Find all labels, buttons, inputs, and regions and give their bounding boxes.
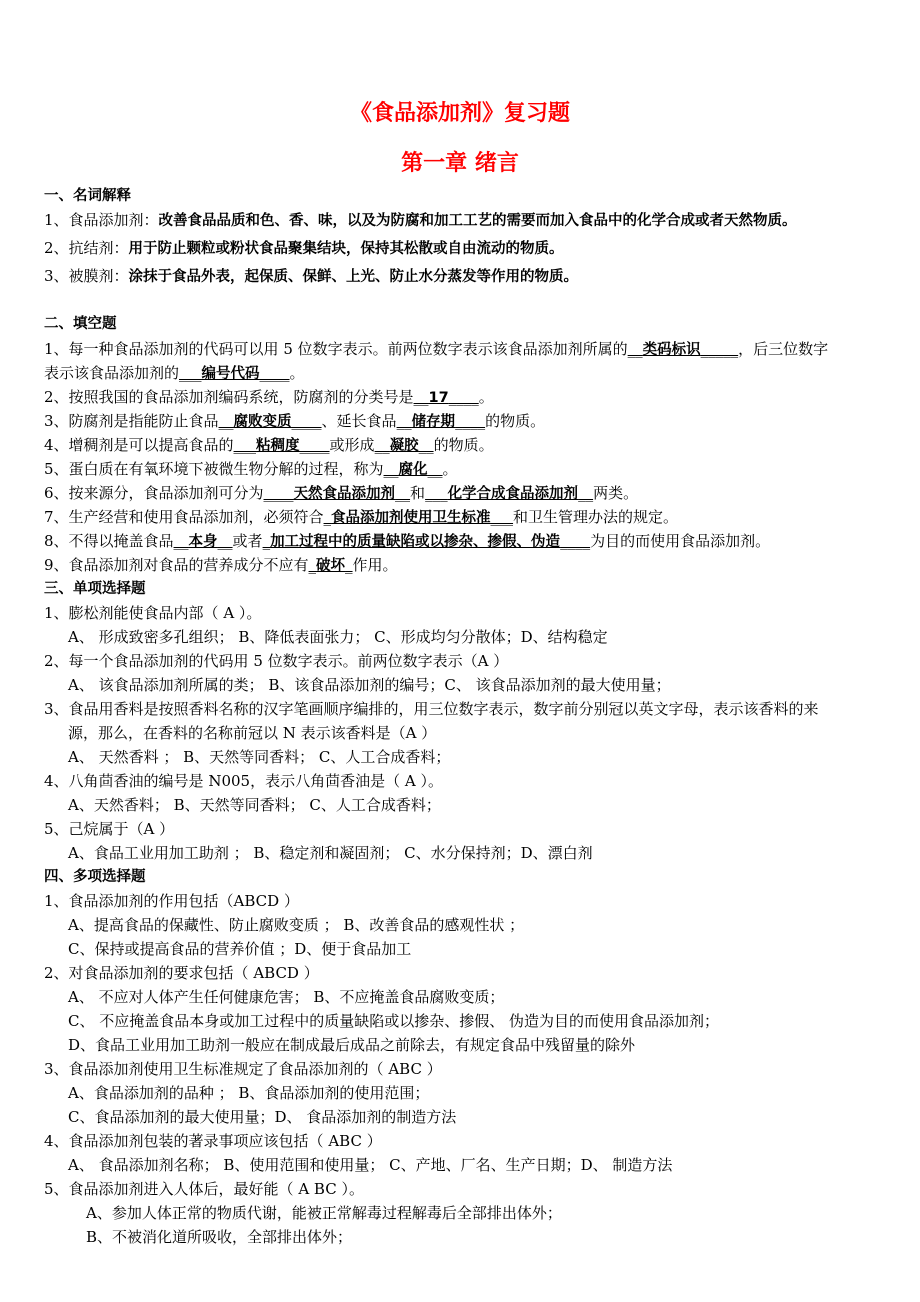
fill-question-5: 5、蛋白质在有氧环境下被微生物分解的过程，称为__腐化__。 [44,460,458,478]
option-line: A、 不应对人体产生任何健康危害； B、不应掩盖食品腐败变质； [68,988,505,1006]
fill-question-4: 4、增稠剂是可以提高食品的___粘稠度____或形成__凝胶__的物质。 [44,436,494,454]
section-heading-fill-blanks: 二、填空题 [44,316,117,332]
fill-question-3: 3、防腐剂是指能防止食品__腐败变质____、延长食品__储存期____的物质。 [44,412,546,430]
option-line: C、食品添加剂的最大使用量；D、 食品添加剂的制造方法 [68,1108,457,1126]
option-line: C、 不应掩盖食品本身或加工过程中的质量缺陷或以掺杂、掺假、 伪造为目的而使用食品添加剂； [68,1012,720,1030]
answer: 化学合成食品添加剂 [447,486,579,502]
section-heading-definitions: 一、名词解释 [44,188,131,204]
option-line: A、食品添加剂的品种 ； B、食品添加剂的使用范围； [68,1084,430,1102]
fill-question-1-cont: 表示该食品添加剂的___编号代码____。 [44,364,305,382]
fill-question-8: 8、不得以掩盖食品__本身__或者_加工过程中的质量缺陷或以掺杂、掺假、伪造____为目的而使用食品添加剂。 [44,532,771,550]
question-line: 5、己烷属于（A ） [44,820,175,838]
answer: 17 [428,390,449,406]
chapter-title: 第一章 绪言 [401,151,519,176]
option-line: A、提高食品的保藏性、防止腐败变质 ； B、改善食品的感观性状 ； [68,916,525,934]
question-line: 1、食品添加剂的作用包括（ABCD ） [44,892,299,910]
question-line: 4、食品添加剂包装的著录事项应该包括（ ABC ） [44,1132,382,1150]
question-line: 2、每一个食品添加剂的代码用 5 位数字表示。前两位数字表示（A ） [44,652,509,670]
definition-text: 改善食品品质和色、香、味，以及为防腐和加工工艺的需要而加入食品中的化学合成或者天然物质。 [158,213,797,229]
section-heading-multiple-choice: 四、多项选择题 [44,869,146,885]
definition-text: 用于防止颗粒或粉状食品聚集结块，保持其松散或自由流动的物质。 [128,241,564,257]
definition-term: 2、抗结剂： [44,239,129,257]
fill-question-7: 7、生产经营和使用食品添加剂，必须符合_食品添加剂使用卫生标准___和卫生管理办法的规定。 [44,508,679,526]
question-line: 3、食品用香料是按照香料名称的汉字笔画顺序编排的，用三位数字表示，数字前分别冠以英文字母，表示该香料的来 [44,700,819,718]
section-heading-single-choice: 三、单项选择题 [44,581,146,597]
definition-item [44,266,578,287]
option-line: D、食品工业用加工助剂一般应在制成最后成品之前除去，有规定食品中残留量的除外 [68,1036,636,1054]
answer: 储存期 [411,414,456,430]
fill-question-6: 6、按来源分，食品添加剂可分为____天然食品添加剂__和___化学合成食品添加剂__两类。 [44,484,639,502]
fill-question-9: 9、食品添加剂对食品的营养成分不应有_破坏_作用。 [44,556,398,574]
answer: 腐败变质 [233,414,292,430]
question-line: 3、食品添加剂使用卫生标准规定了食品添加剂的（ ABC ） [44,1060,442,1078]
option-line: A、 食品添加剂名称； B、使用范围和使用量； C、产地、厂名、生产日期；D、 制造方法 [68,1156,673,1174]
answer: 天然食品添加剂 [293,486,396,502]
fill-question-2: 2、按照我国的食品添加剂编码系统，防腐剂的分类号是__17____。 [44,388,494,406]
answer: 粘稠度 [256,438,300,454]
answer: 加工过程中的质量缺陷或以掺杂、掺假、伪造 [270,534,561,550]
document-title: 《食品添加剂》复习题 [349,101,570,126]
option-line: A、 该食品添加剂所属的类； B、该食品添加剂的编号；C、 该食品添加剂的最大使用量； [68,676,671,694]
question-line: 2、对食品添加剂的要求包括（ ABCD ） [44,964,319,982]
option-line: B、不被消化道所吸收，全部排出体外； [86,1228,353,1246]
option-line: A、天然香料； B、天然等同香料； C、人工合成香料； [68,796,441,814]
definition-term: 3、被膜剂： [44,267,129,285]
definition-term: 1、食品添加剂： [44,211,159,229]
question-line: 1、膨松剂能使食品内部（ A ）。 [44,604,262,622]
fill-question-1: 1、每一种食品添加剂的代码可以用 5 位数字表示。前两位数字表示该食品添加剂所属的__类码标识_____，后三位数字 [44,340,829,358]
option-line: C、保持或提高食品的营养价值 ；D、便于食品加工 [68,940,412,958]
answer: 凝胶 [389,438,419,454]
answer: 编号代码 [201,366,260,382]
definition-item [44,210,797,231]
definition-text: 涂抹于食品外表，起保质、保鲜、上光、防止水分蒸发等作用的物质。 [128,269,579,285]
definition-item [44,238,564,259]
answer: 类码标识 [642,342,701,358]
answer: 破坏 [316,558,346,574]
question-line: 4、八角茴香油的编号是 N005，表示八角茴香油是（ A ）。 [44,772,443,790]
question-line-cont: 源，那么，在香料的名称前冠以 N 表示该香料是（A ） [68,724,437,742]
question-line: 5、食品添加剂进入人体后，最好能（ A BC ）。 [44,1180,364,1198]
option-line: A、 形成致密多孔组织； B、降低表面张力； C、形成均匀分散体；D、结构稳定 [68,628,608,646]
option-line: A、参加人体正常的物质代谢，能被正常解毒过程解毒后全部排出体外； [86,1204,562,1222]
option-line: A、食品工业用加工助剂 ； B、稳定剂和凝固剂； C、水分保持剂；D、漂白剂 [68,844,593,862]
answer: 本身 [188,534,218,550]
option-line: A、 天然香料 ； B、天然等同香料； C、人工合成香料； [68,748,451,766]
answer: 腐化 [398,462,428,478]
answer: 食品添加剂使用卫生标准 [331,510,491,526]
